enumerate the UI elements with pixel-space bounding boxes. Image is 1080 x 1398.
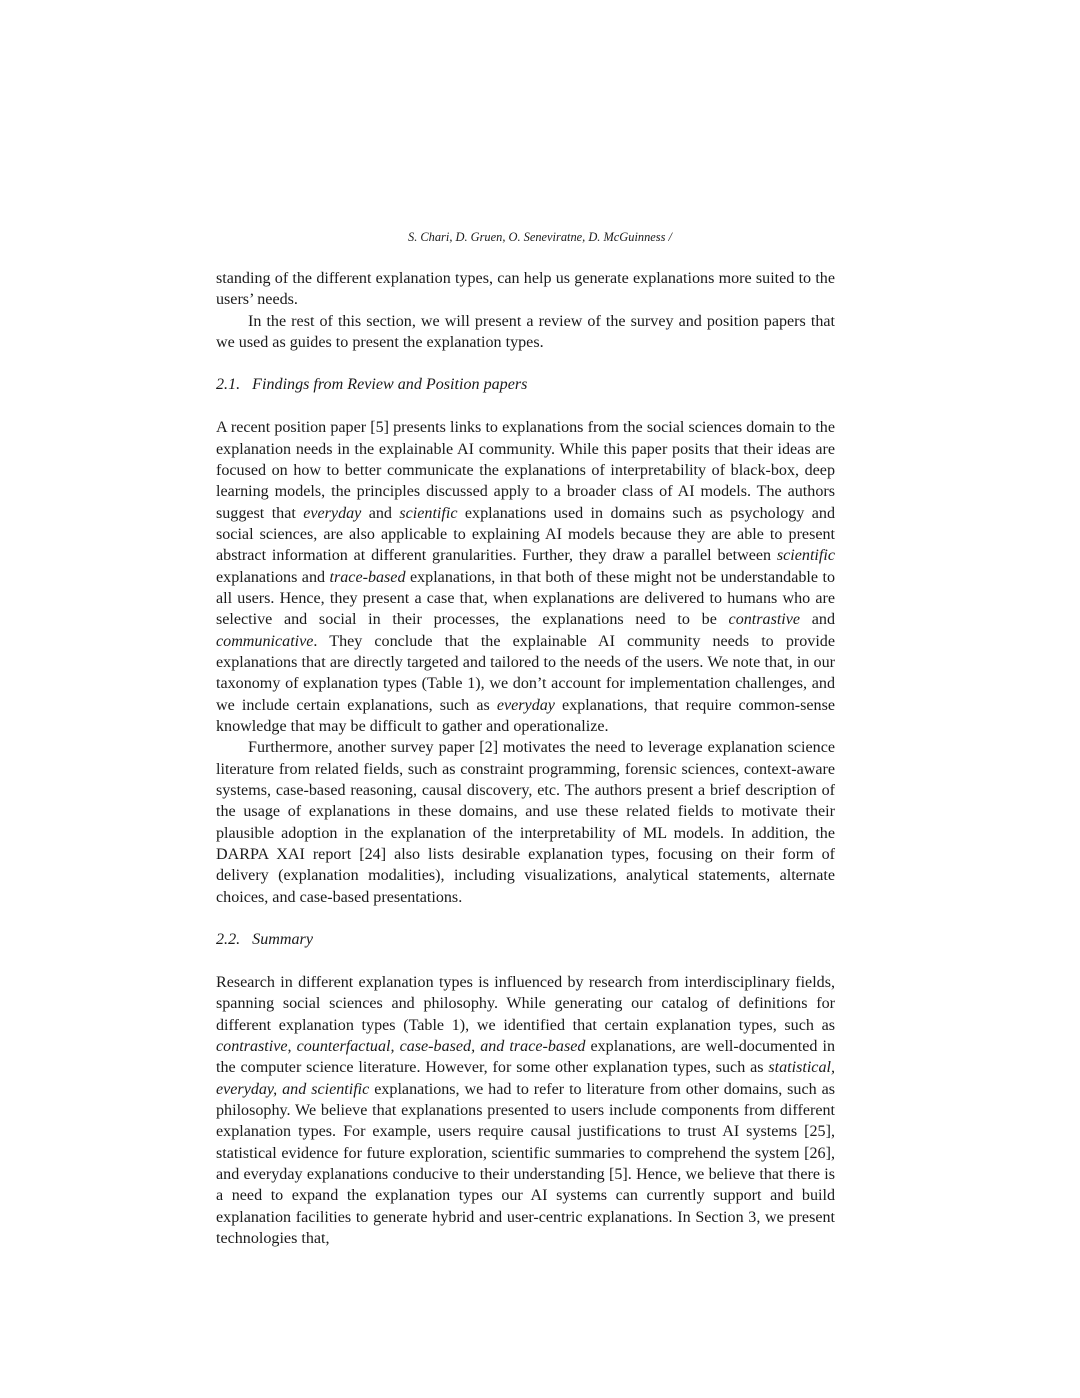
text-run: explanations and [216, 568, 330, 586]
emphasis: scientific [399, 504, 458, 522]
section-heading-2-2 [216, 929, 835, 950]
section-number: 2.2. [216, 931, 241, 949]
emphasis: contrastive, counterfactual, case-based, and trace-based [216, 1038, 586, 1055]
section-title: Summary [252, 931, 313, 949]
emphasis: communicative [216, 632, 314, 650]
section-title: Findings from Review and Position papers [252, 376, 528, 394]
text-run: Research in different explanation types is influenced by research from interdisciplinary fields, spanning social sciences and philosophy. While generating our catalog of definitions for different explanation types (Table 1), we identified that certain explanation types, such as [216, 973, 835, 1034]
emphasis: everyday [303, 504, 362, 522]
emphasis: trace-based [329, 568, 406, 586]
intro-paragraph-2: In the rest of this section, we will present a review of the survey and position papers that we used as guides to present the explanation types. [216, 312, 835, 352]
intro-paragraph-1: standing of the different explanation types, can help us generate explanations more suited to the users’ needs. [216, 270, 835, 309]
section-2-1-paragraph-2: Furthermore, another survey paper [2] motivates the need to leverage explanation science literature from related fields, such as constraint programming, forensic sciences, context-aware systems, case-based reasoning, causal discovery, etc. The authors present a brief description of the usage of explanations in these domains, and use these related fields to motivate their plausible adoption in the explanation of the interpretability of ML models. In addition, the DARPA XAI report [24] also lists desirable explanation types, focusing on their form of delivery (explanation modalities), including visualizations, analytical statements, alternate choices, and case-based presentations. [216, 739, 835, 906]
text-run: . They conclude that the explainable AI community needs to provide explanations that are directly targeted and tailored to the needs of the users. We note that, in our taxonomy of explanation types (Table 1), we don’t account for implementation challenges, and we include certain explanations, such as [216, 632, 835, 714]
text-run: explanations, that require common-sense knowledge that may be difficult to gather and operationalize. [216, 696, 835, 736]
text-run: explanations used in domains such as psychology and social sciences, are also applicable to explaining AI models because they are able to present abstract information at different granularities. Further, they draw a parallel between [216, 504, 835, 565]
emphasis: everyday [496, 696, 555, 714]
emphasis: contrastive [728, 611, 801, 629]
section-number: 2.1. [216, 376, 241, 394]
text-run: explanations, are well-documented in the computer science literature. However, for some other explanation types, such as [216, 1038, 835, 1077]
running-head: S. Chari, D. Gruen, O. Seneviratne, D. McGuinness / [408, 230, 672, 244]
emphasis: scientific [776, 547, 835, 565]
text-run: A recent position paper [5] presents links to explanations from the social sciences domain to the explanation needs in the explainable AI community. While this paper posits that their ideas are focused on how to better communicate the explanations of interpretability of black-box, deep learning models, the principles discussed apply to a broader class of AI models. The authors suggest that [216, 419, 835, 522]
text-run: and [361, 504, 400, 522]
text-run: explanations, in that both of these might not be understandable to all users. Hence, they present a case that, when explanations are delivered to humans who are selective and social in their processes, the explanations need to be [216, 568, 835, 629]
section-heading-2-1 [216, 374, 835, 395]
text-run: explanations, we had to refer to literature from other domains, such as philosophy. We believe that explanations presented to users include components from different explanation types. For example, users require causal justifications to trust AI systems [25], statistical evidence for future exploration, scientific summaries to comprehend the system [26], and everyday explanations conducive to their understanding [5]. Hence, we believe that there is a need to expand the explanation types our AI systems can currently support and build explanation facilities to generate hybrid and user-centric explanations. In Section 3, we present technologies that, [216, 1080, 835, 1248]
section-2-1-paragraph-1 [216, 417, 835, 737]
emphasis: statistical, everyday, and scientific [216, 1059, 835, 1098]
text-run: and [800, 611, 835, 629]
section-2-2-paragraph-1 [216, 972, 835, 1249]
text-column [216, 268, 835, 1249]
